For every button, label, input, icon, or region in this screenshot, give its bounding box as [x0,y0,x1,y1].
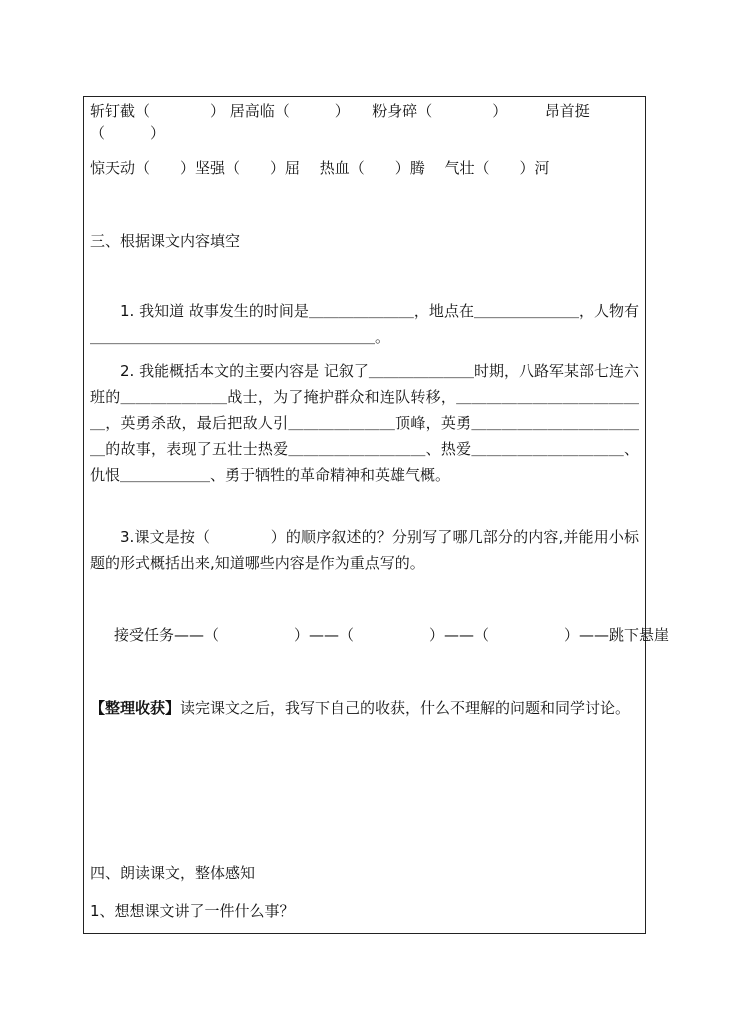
story-flow-line: 接受任务——（ ）——（ ）——（ ）——跳下悬崖 [114,626,670,644]
section-3-heading: 三、根据课文内容填空 [90,232,241,250]
section-4-question-1: 1、想想课文讲了一件什么事？ [90,902,295,920]
section-4-heading: 四、朗读课文，整体感知 [90,864,256,882]
question-2: 2. 我能概括本文的主要内容是 记叙了＿＿＿＿＿＿＿时期，八路军某部七连六班的＿＿＿＿＿＿＿战士，为了掩护群众和连队转移，＿＿＿＿＿＿＿＿＿＿＿＿＿，英勇杀敌，最后把敌人引＿＿＿＿＿＿＿顶峰，英勇＿＿＿＿＿＿＿＿＿＿＿＿的故事，表现了五壮士热爱＿＿＿＿＿＿＿＿＿、热爱＿＿＿＿＿＿＿＿＿＿、仇恨＿＿＿＿＿＿、勇于牺牲的革命精神和英雄气概。 [90,362,639,484]
idioms-row-1-continuation: （ ） [90,124,166,142]
summary-label: 【整理收获】 [90,699,181,717]
summary-text: 读完课文之后，我写下自己的收获，什么不理解的问题和同学讨论。 [180,699,631,717]
idioms-row-2: 惊天动（ ）坚强（ ）屈 热血（ ）腾 气壮（ ）河 [90,159,550,177]
summary-paragraph [90,695,639,721]
idioms-row-1: 斩钉截（ ） 居高临（ ） 粉身碎（ ） 昂首挺 [90,102,590,120]
question-1: 1. 我知道 故事发生的时间是＿＿＿＿＿＿＿，地点在＿＿＿＿＿＿＿，人物有＿＿＿＿＿＿＿＿＿＿＿＿＿＿＿＿＿＿＿。 [90,302,639,346]
worksheet-table [83,96,670,934]
question-3: 3.课文是按（ ）的顺序叙述的？分别写了哪几部分的内容,并能用小标题的形式概括出来,知道哪些内容是作为重点写的。 [90,528,639,572]
